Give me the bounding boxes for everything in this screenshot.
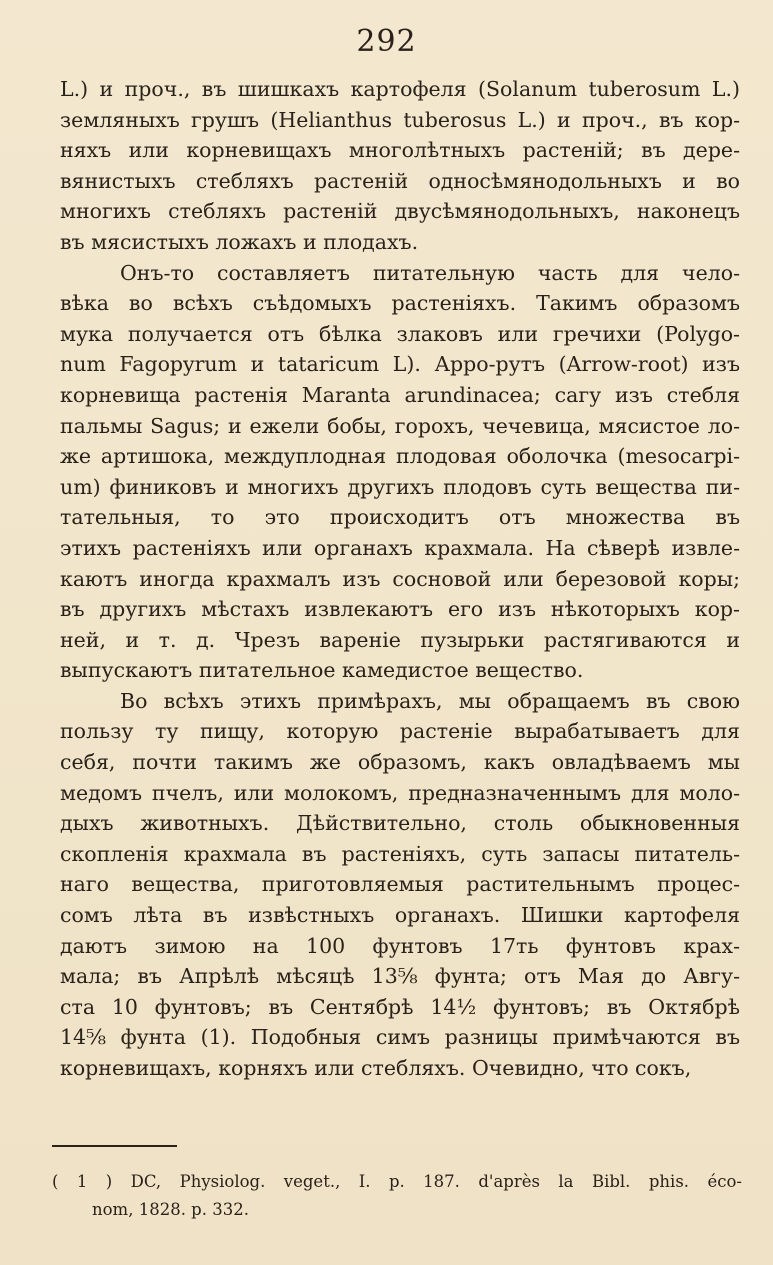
text-line: выпускаютъ питательное камедистое вещество.: [60, 658, 584, 683]
text-line: 14⅝ фунта (1). Подобныя симъ разницы примѣчаются въ: [60, 1025, 740, 1050]
text-line: мала; въ Апрѣлѣ мѣсяцѣ 13⅝ фунта; отъ Мая до Авгу-: [60, 964, 740, 989]
text-line: себя, почти такимъ же образомъ, какъ овладѣваемъ мы: [60, 750, 740, 775]
footnote-line: nom, 1828. p. 332.: [92, 1200, 249, 1219]
footnote-separator: [52, 1145, 177, 1147]
text-line: вѣка во всѣхъ съѣдомыхъ растеніяхъ. Такимъ образомъ: [60, 291, 740, 316]
text-line: каютъ иногда крахмалъ изъ сосновой или березовой коры;: [60, 566, 740, 591]
text-line: тательныя, то это происходитъ отъ множества въ: [60, 505, 740, 530]
text-line: въ другихъ мѣстахъ извлекаютъ его изъ нѣкоторыхъ кор-: [60, 597, 740, 622]
text-line: Во всѣхъ этихъ примѣрахъ, мы обращаемъ въ свою: [120, 688, 740, 713]
text-line: сомъ лѣта въ извѣстныхъ органахъ. Шишки картофеля: [60, 903, 740, 928]
text-line: земляныхъ грушъ (Helianthus tuberosus L.) и проч., въ кор-: [60, 107, 740, 132]
text-line: пальмы Sagus; и ежели бобы, горохъ, чечевица, мясистое ло-: [60, 413, 740, 438]
text-line: медомъ пчелъ, или молокомъ, предназначеннымъ для моло-: [60, 780, 740, 805]
footnote-line: ( 1 ) DC, Physiolog. veget., I. p. 187. d'après la Bibl. phis. éco-: [52, 1172, 742, 1191]
text-line: Онъ-то составляетъ питательную часть для чело-: [120, 260, 740, 285]
text-line: ста 10 фунтовъ; въ Сентябрѣ 14½ фунтовъ; въ Октябрѣ: [60, 994, 740, 1019]
paragraph: [60, 686, 740, 1084]
text-line: корневища растенія Maranta arundinacea; сагу изъ стебля: [60, 382, 740, 407]
text-line: ней, и т. д. Чрезъ вареніе пузырьки растягиваются и: [60, 627, 740, 652]
text-line: корневищахъ, корняхъ или стебляхъ. Очевидно, что сокъ,: [60, 1056, 692, 1080]
text-line: няхъ или корневищахъ многолѣтныхъ растеній; въ дере-: [60, 138, 740, 163]
text-line: пользу ту пищу, которую растеніе вырабатываетъ для: [60, 719, 740, 744]
text-line: мука получается отъ бѣлка злаковъ или гречихи (Polygo-: [60, 321, 740, 346]
text-line: этихъ растеніяхъ или органахъ крахмала. На сѣверѣ извле-: [60, 535, 740, 560]
text-line: наго вещества, приготовляемыя растительнымъ процес-: [60, 872, 740, 897]
body-text: [60, 74, 740, 1084]
text-line: вянистыхъ стебляхъ растеній односѣмянодольныхъ и во: [60, 168, 740, 193]
paragraph: [60, 258, 740, 686]
paragraph: [60, 74, 740, 258]
text-line: въ мясистыхъ ложахъ и плодахъ.: [60, 229, 419, 254]
text-line: многихъ стебляхъ растеній двусѣмянодольныхъ, наконецъ: [60, 199, 740, 224]
text-line: даютъ зимою на 100 фунтовъ 17ть фунтовъ крах-: [60, 933, 740, 958]
text-line: um) финиковъ и многихъ другихъ плодовъ суть вещества пи-: [60, 474, 740, 499]
text-line: L.) и проч., въ шишкахъ картофеля (Solanum tuberosum L.): [60, 77, 740, 101]
page-number: 292: [356, 24, 417, 59]
text-line: же артишока, междуплодная плодовая оболочка (mesocarpi-: [60, 444, 740, 469]
footnote: [52, 1168, 742, 1224]
text-line: скопленія крахмала въ растеніяхъ, суть запасы питатель-: [60, 841, 740, 866]
text-line: дыхъ животныхъ. Дѣйствительно, столь обыкновенныя: [60, 811, 740, 836]
text-line: num Fagopyrum и tataricum L). Арро-рутъ (Arrow-root) изъ: [60, 352, 740, 377]
